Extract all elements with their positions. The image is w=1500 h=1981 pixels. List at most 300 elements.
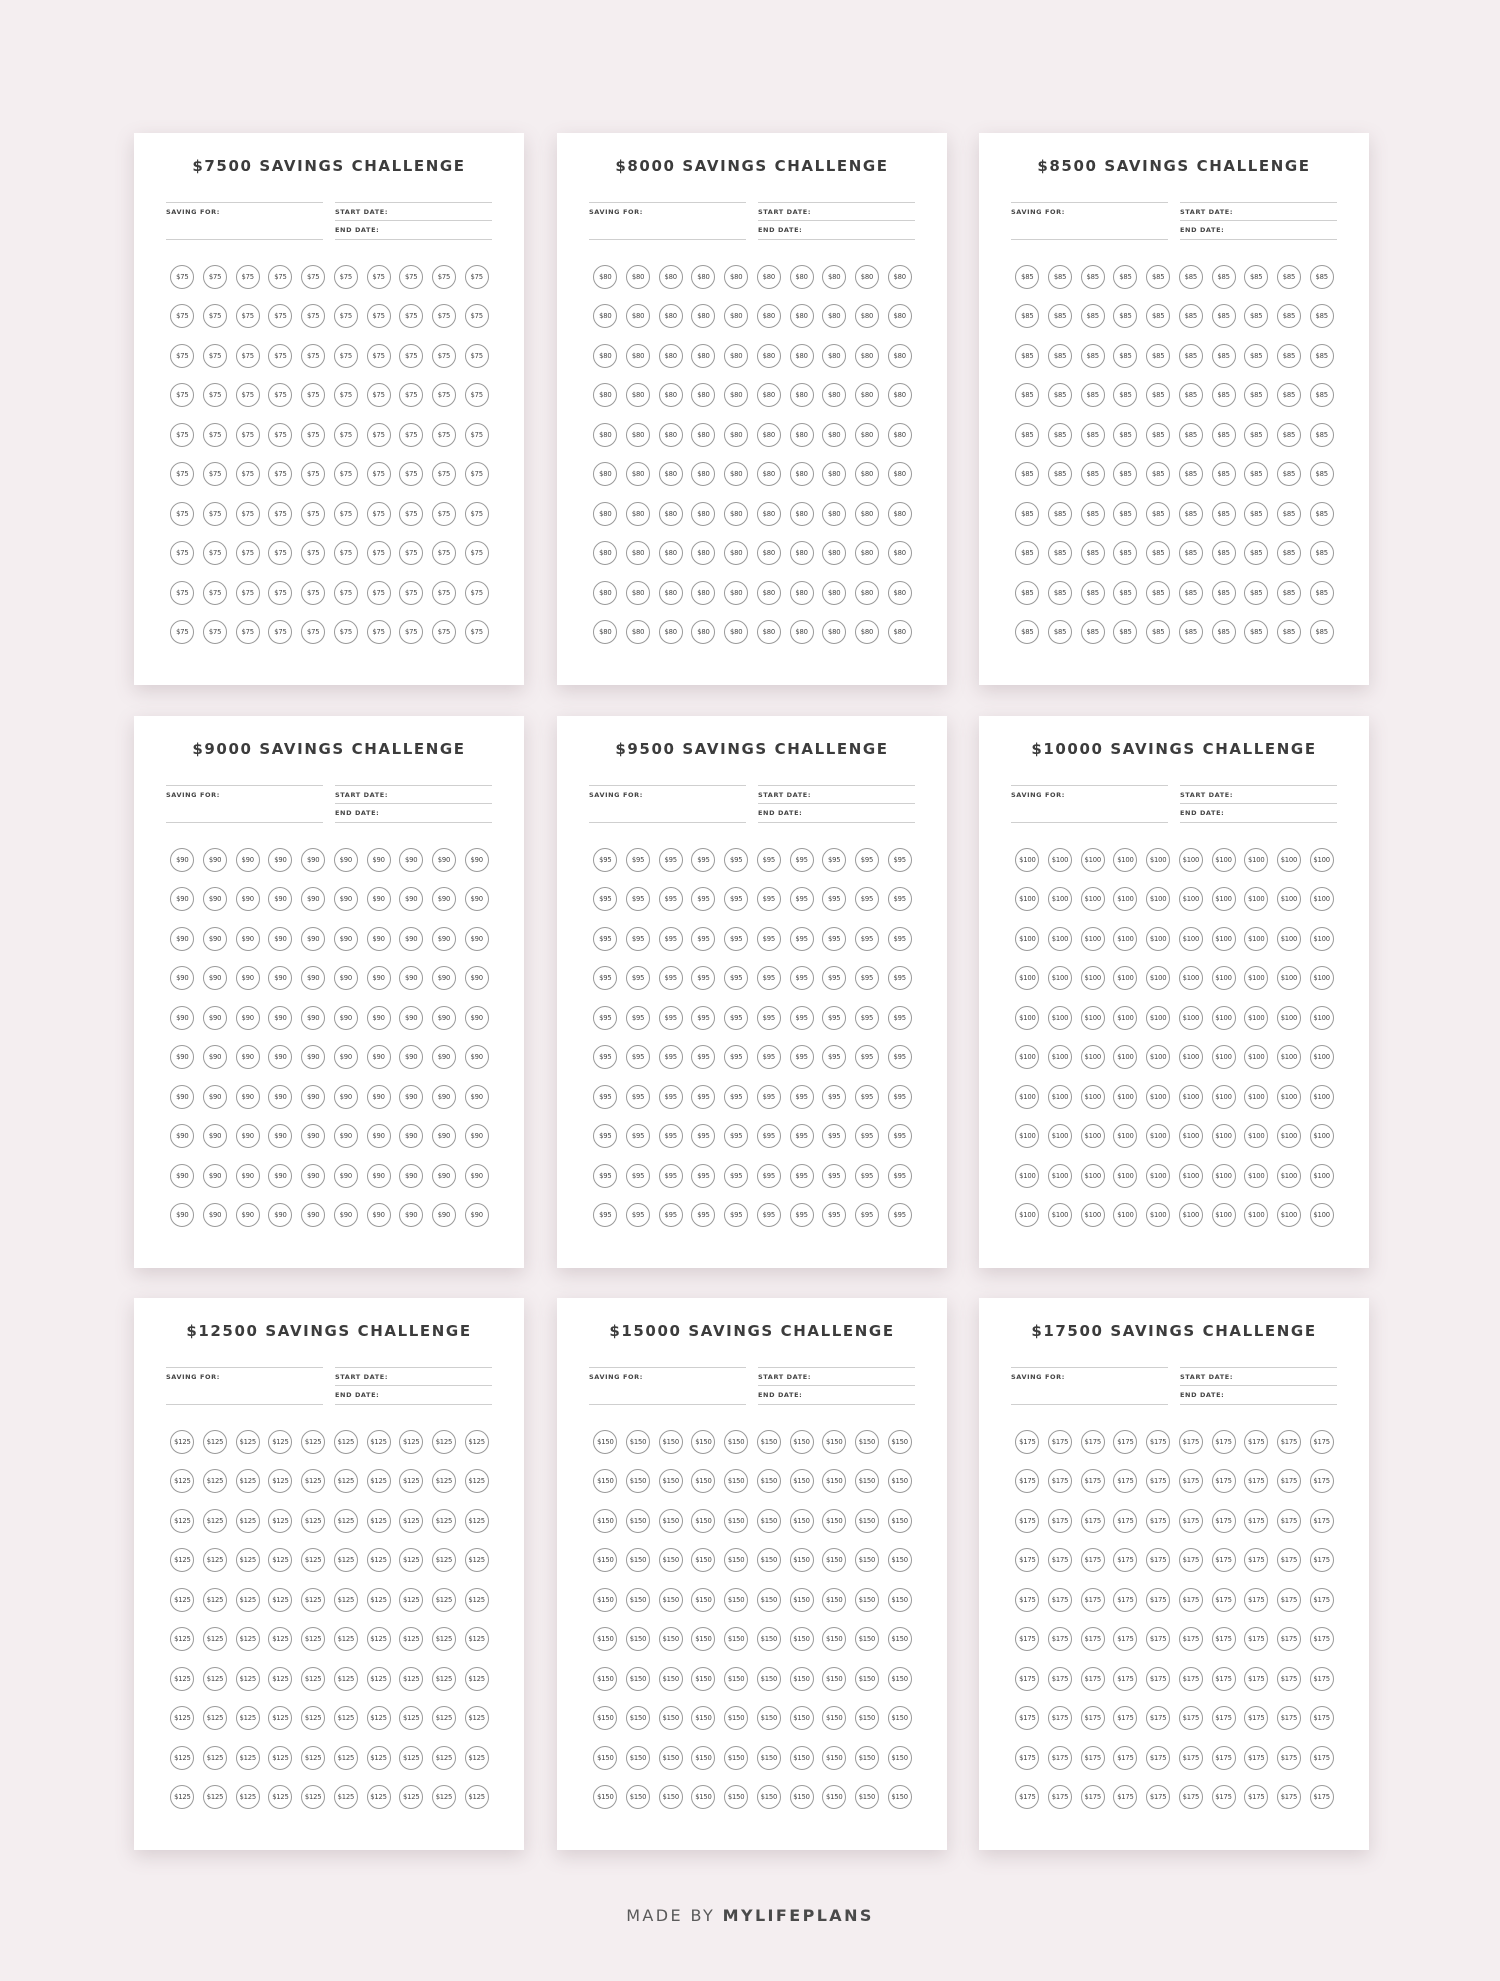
savings-coin[interactable]: $80 [691, 462, 715, 486]
savings-coin[interactable]: $175 [1277, 1588, 1301, 1612]
savings-coin[interactable]: $90 [236, 966, 260, 990]
savings-coin[interactable]: $100 [1179, 1045, 1203, 1069]
savings-coin[interactable]: $125 [268, 1746, 292, 1770]
savings-coin[interactable]: $95 [593, 1164, 617, 1188]
savings-coin[interactable]: $90 [432, 1006, 456, 1030]
savings-coin[interactable]: $175 [1179, 1548, 1203, 1572]
savings-coin[interactable]: $125 [170, 1469, 194, 1493]
savings-coin[interactable]: $100 [1113, 887, 1137, 911]
savings-coin[interactable]: $95 [724, 1006, 748, 1030]
savings-coin[interactable]: $80 [724, 462, 748, 486]
savings-coin[interactable]: $175 [1212, 1785, 1236, 1809]
savings-coin[interactable]: $85 [1048, 620, 1072, 644]
savings-coin[interactable]: $95 [626, 1203, 650, 1227]
savings-coin[interactable]: $95 [626, 927, 650, 951]
savings-coin[interactable]: $80 [593, 265, 617, 289]
savings-coin[interactable]: $125 [465, 1627, 489, 1651]
savings-coin[interactable]: $95 [691, 887, 715, 911]
savings-coin[interactable]: $75 [301, 581, 325, 605]
savings-coin[interactable]: $90 [399, 927, 423, 951]
start-date-field[interactable] [335, 1367, 492, 1386]
savings-coin[interactable]: $175 [1212, 1430, 1236, 1454]
savings-coin[interactable]: $150 [855, 1430, 879, 1454]
savings-coin[interactable]: $75 [236, 581, 260, 605]
savings-coin[interactable]: $125 [367, 1548, 391, 1572]
savings-coin[interactable]: $100 [1081, 848, 1105, 872]
savings-coin[interactable]: $150 [822, 1469, 846, 1493]
savings-coin[interactable]: $125 [334, 1667, 358, 1691]
savings-coin[interactable]: $125 [203, 1548, 227, 1572]
savings-coin[interactable]: $90 [203, 927, 227, 951]
savings-coin[interactable]: $80 [757, 344, 781, 368]
savings-coin[interactable]: $90 [203, 1006, 227, 1030]
savings-coin[interactable]: $100 [1277, 927, 1301, 951]
savings-coin[interactable]: $175 [1277, 1746, 1301, 1770]
savings-coin[interactable]: $90 [367, 1006, 391, 1030]
savings-coin[interactable]: $75 [334, 502, 358, 526]
savings-coin[interactable]: $95 [724, 1085, 748, 1109]
savings-coin[interactable]: $100 [1048, 1164, 1072, 1188]
savings-coin[interactable]: $150 [888, 1627, 912, 1651]
savings-coin[interactable]: $100 [1146, 848, 1170, 872]
savings-coin[interactable]: $150 [822, 1588, 846, 1612]
savings-coin[interactable]: $95 [822, 1124, 846, 1148]
savings-coin[interactable]: $100 [1113, 966, 1137, 990]
savings-coin[interactable]: $85 [1277, 383, 1301, 407]
savings-coin[interactable]: $100 [1081, 1006, 1105, 1030]
savings-coin[interactable]: $90 [367, 1124, 391, 1148]
savings-coin[interactable]: $100 [1048, 1085, 1072, 1109]
savings-coin[interactable]: $80 [757, 620, 781, 644]
savings-coin[interactable]: $80 [659, 581, 683, 605]
savings-coin[interactable]: $125 [236, 1588, 260, 1612]
savings-coin[interactable]: $175 [1244, 1509, 1268, 1533]
savings-coin[interactable]: $95 [790, 1045, 814, 1069]
savings-coin[interactable]: $175 [1244, 1785, 1268, 1809]
savings-coin[interactable]: $175 [1015, 1430, 1039, 1454]
savings-coin[interactable]: $90 [465, 887, 489, 911]
savings-coin[interactable]: $175 [1179, 1430, 1203, 1454]
savings-coin[interactable]: $75 [236, 344, 260, 368]
savings-coin[interactable]: $80 [724, 502, 748, 526]
savings-coin[interactable]: $95 [626, 966, 650, 990]
start-date-field[interactable] [1180, 1367, 1337, 1386]
savings-coin[interactable]: $125 [465, 1706, 489, 1730]
savings-coin[interactable]: $150 [691, 1785, 715, 1809]
savings-coin[interactable]: $75 [367, 423, 391, 447]
savings-coin[interactable]: $80 [691, 265, 715, 289]
savings-coin[interactable]: $75 [334, 304, 358, 328]
savings-coin[interactable]: $90 [268, 848, 292, 872]
savings-coin[interactable]: $85 [1310, 502, 1334, 526]
savings-coin[interactable]: $95 [593, 966, 617, 990]
savings-coin[interactable]: $85 [1113, 344, 1137, 368]
savings-coin[interactable]: $85 [1015, 502, 1039, 526]
savings-coin[interactable]: $85 [1212, 581, 1236, 605]
savings-coin[interactable]: $85 [1212, 304, 1236, 328]
savings-coin[interactable]: $85 [1113, 383, 1137, 407]
savings-coin[interactable]: $80 [822, 423, 846, 447]
savings-coin[interactable]: $95 [855, 1006, 879, 1030]
savings-coin[interactable]: $100 [1277, 887, 1301, 911]
savings-coin[interactable]: $175 [1146, 1667, 1170, 1691]
savings-coin[interactable]: $80 [888, 462, 912, 486]
savings-coin[interactable]: $75 [399, 541, 423, 565]
savings-coin[interactable]: $95 [757, 1203, 781, 1227]
savings-coin[interactable]: $90 [236, 1164, 260, 1188]
savings-coin[interactable]: $150 [724, 1509, 748, 1533]
savings-coin[interactable]: $95 [593, 1006, 617, 1030]
start-date-field[interactable] [335, 202, 492, 221]
savings-coin[interactable]: $125 [203, 1509, 227, 1533]
savings-coin[interactable]: $75 [399, 620, 423, 644]
savings-coin[interactable]: $175 [1277, 1430, 1301, 1454]
savings-coin[interactable]: $95 [855, 927, 879, 951]
savings-coin[interactable]: $150 [790, 1746, 814, 1770]
savings-coin[interactable]: $125 [465, 1746, 489, 1770]
saving-for-field[interactable] [589, 1367, 746, 1405]
savings-coin[interactable]: $90 [236, 1124, 260, 1148]
savings-coin[interactable]: $175 [1179, 1627, 1203, 1651]
savings-coin[interactable]: $90 [236, 1045, 260, 1069]
savings-coin[interactable]: $80 [822, 502, 846, 526]
savings-coin[interactable]: $125 [465, 1588, 489, 1612]
savings-coin[interactable]: $175 [1048, 1430, 1072, 1454]
savings-coin[interactable]: $150 [757, 1430, 781, 1454]
savings-coin[interactable]: $75 [170, 581, 194, 605]
savings-coin[interactable]: $175 [1277, 1785, 1301, 1809]
savings-coin[interactable]: $95 [855, 966, 879, 990]
savings-coin[interactable]: $125 [432, 1430, 456, 1454]
savings-coin[interactable]: $125 [367, 1588, 391, 1612]
savings-coin[interactable]: $75 [367, 581, 391, 605]
savings-coin[interactable]: $175 [1048, 1667, 1072, 1691]
savings-coin[interactable]: $75 [170, 304, 194, 328]
savings-coin[interactable]: $75 [399, 462, 423, 486]
savings-coin[interactable]: $80 [593, 541, 617, 565]
savings-coin[interactable]: $175 [1179, 1509, 1203, 1533]
savings-coin[interactable]: $175 [1015, 1746, 1039, 1770]
savings-coin[interactable]: $125 [334, 1588, 358, 1612]
savings-coin[interactable]: $80 [790, 502, 814, 526]
savings-coin[interactable]: $150 [790, 1667, 814, 1691]
savings-coin[interactable]: $100 [1015, 1164, 1039, 1188]
savings-coin[interactable]: $175 [1146, 1785, 1170, 1809]
savings-coin[interactable]: $175 [1015, 1548, 1039, 1572]
savings-coin[interactable]: $80 [888, 265, 912, 289]
savings-coin[interactable]: $90 [268, 1006, 292, 1030]
savings-coin[interactable]: $80 [822, 581, 846, 605]
savings-coin[interactable]: $90 [399, 1006, 423, 1030]
savings-coin[interactable]: $75 [236, 304, 260, 328]
savings-coin[interactable]: $80 [790, 344, 814, 368]
savings-coin[interactable]: $85 [1179, 265, 1203, 289]
savings-coin[interactable]: $100 [1113, 1085, 1137, 1109]
savings-coin[interactable]: $100 [1310, 1203, 1334, 1227]
savings-coin[interactable]: $95 [790, 1085, 814, 1109]
savings-coin[interactable]: $125 [367, 1509, 391, 1533]
savings-coin[interactable]: $100 [1113, 1203, 1137, 1227]
savings-coin[interactable]: $90 [203, 966, 227, 990]
start-date-field[interactable] [1180, 202, 1337, 221]
savings-coin[interactable]: $75 [399, 265, 423, 289]
savings-coin[interactable]: $125 [465, 1430, 489, 1454]
savings-coin[interactable]: $80 [593, 383, 617, 407]
savings-coin[interactable]: $90 [301, 848, 325, 872]
savings-coin[interactable]: $80 [790, 581, 814, 605]
savings-coin[interactable]: $150 [593, 1469, 617, 1493]
savings-coin[interactable]: $85 [1212, 541, 1236, 565]
savings-coin[interactable]: $90 [236, 848, 260, 872]
savings-coin[interactable]: $95 [691, 927, 715, 951]
savings-coin[interactable]: $175 [1310, 1588, 1334, 1612]
savings-coin[interactable]: $75 [203, 423, 227, 447]
savings-coin[interactable]: $90 [236, 1085, 260, 1109]
savings-coin[interactable]: $80 [593, 462, 617, 486]
savings-coin[interactable]: $150 [724, 1706, 748, 1730]
savings-coin[interactable]: $80 [757, 502, 781, 526]
savings-coin[interactable]: $95 [659, 927, 683, 951]
savings-coin[interactable]: $100 [1277, 1203, 1301, 1227]
savings-coin[interactable]: $100 [1015, 848, 1039, 872]
savings-coin[interactable]: $95 [888, 1164, 912, 1188]
savings-coin[interactable]: $75 [301, 383, 325, 407]
savings-coin[interactable]: $150 [757, 1667, 781, 1691]
savings-coin[interactable]: $90 [268, 1203, 292, 1227]
savings-coin[interactable]: $75 [203, 265, 227, 289]
savings-coin[interactable]: $95 [757, 1085, 781, 1109]
savings-coin[interactable]: $125 [170, 1746, 194, 1770]
savings-coin[interactable]: $125 [399, 1706, 423, 1730]
savings-coin[interactable]: $80 [790, 304, 814, 328]
savings-coin[interactable]: $85 [1244, 541, 1268, 565]
savings-coin[interactable]: $85 [1310, 541, 1334, 565]
savings-coin[interactable]: $175 [1113, 1667, 1137, 1691]
savings-coin[interactable]: $125 [399, 1667, 423, 1691]
savings-coin[interactable]: $125 [203, 1667, 227, 1691]
savings-coin[interactable]: $75 [236, 541, 260, 565]
savings-coin[interactable]: $100 [1310, 927, 1334, 951]
savings-coin[interactable]: $80 [855, 620, 879, 644]
savings-coin[interactable]: $90 [399, 1045, 423, 1069]
savings-coin[interactable]: $95 [659, 1085, 683, 1109]
savings-coin[interactable]: $175 [1048, 1469, 1072, 1493]
savings-coin[interactable]: $125 [367, 1746, 391, 1770]
savings-coin[interactable]: $85 [1179, 304, 1203, 328]
savings-coin[interactable]: $95 [593, 1045, 617, 1069]
savings-coin[interactable]: $150 [691, 1588, 715, 1612]
savings-coin[interactable]: $125 [170, 1509, 194, 1533]
savings-coin[interactable]: $125 [334, 1509, 358, 1533]
savings-coin[interactable]: $175 [1310, 1509, 1334, 1533]
savings-coin[interactable]: $75 [268, 344, 292, 368]
savings-coin[interactable]: $150 [659, 1430, 683, 1454]
savings-coin[interactable]: $125 [399, 1430, 423, 1454]
savings-coin[interactable]: $175 [1113, 1548, 1137, 1572]
savings-coin[interactable]: $85 [1015, 423, 1039, 447]
savings-coin[interactable]: $75 [465, 304, 489, 328]
savings-coin[interactable]: $100 [1048, 1045, 1072, 1069]
savings-coin[interactable]: $100 [1048, 1006, 1072, 1030]
savings-coin[interactable]: $90 [367, 927, 391, 951]
savings-coin[interactable]: $125 [203, 1430, 227, 1454]
savings-coin[interactable]: $100 [1212, 966, 1236, 990]
savings-coin[interactable]: $95 [691, 1006, 715, 1030]
start-date-field[interactable] [335, 785, 492, 804]
savings-coin[interactable]: $175 [1244, 1706, 1268, 1730]
savings-coin[interactable]: $150 [822, 1548, 846, 1572]
savings-coin[interactable]: $75 [301, 423, 325, 447]
savings-coin[interactable]: $75 [268, 462, 292, 486]
savings-coin[interactable]: $80 [659, 462, 683, 486]
savings-coin[interactable]: $95 [691, 1203, 715, 1227]
savings-coin[interactable]: $80 [724, 620, 748, 644]
savings-coin[interactable]: $100 [1179, 1085, 1203, 1109]
savings-coin[interactable]: $175 [1277, 1706, 1301, 1730]
savings-coin[interactable]: $75 [203, 620, 227, 644]
savings-coin[interactable]: $95 [724, 927, 748, 951]
savings-coin[interactable]: $175 [1146, 1469, 1170, 1493]
savings-coin[interactable]: $125 [432, 1588, 456, 1612]
savings-coin[interactable]: $125 [432, 1667, 456, 1691]
savings-coin[interactable]: $150 [691, 1430, 715, 1454]
savings-coin[interactable]: $90 [432, 927, 456, 951]
savings-coin[interactable]: $85 [1113, 462, 1137, 486]
savings-coin[interactable]: $85 [1113, 502, 1137, 526]
savings-coin[interactable]: $175 [1015, 1588, 1039, 1612]
savings-coin[interactable]: $90 [203, 1085, 227, 1109]
savings-coin[interactable]: $85 [1277, 462, 1301, 486]
savings-coin[interactable]: $80 [691, 344, 715, 368]
savings-coin[interactable]: $95 [659, 887, 683, 911]
savings-coin[interactable]: $80 [790, 620, 814, 644]
savings-coin[interactable]: $85 [1048, 383, 1072, 407]
savings-coin[interactable]: $75 [399, 383, 423, 407]
savings-coin[interactable]: $175 [1244, 1746, 1268, 1770]
savings-coin[interactable]: $175 [1179, 1746, 1203, 1770]
savings-coin[interactable]: $175 [1179, 1785, 1203, 1809]
saving-for-field[interactable] [166, 1367, 323, 1405]
savings-coin[interactable]: $150 [626, 1627, 650, 1651]
savings-coin[interactable]: $85 [1081, 304, 1105, 328]
savings-coin[interactable]: $80 [659, 383, 683, 407]
savings-coin[interactable]: $75 [170, 383, 194, 407]
savings-coin[interactable]: $150 [790, 1706, 814, 1730]
end-date-field[interactable] [335, 1386, 492, 1405]
savings-coin[interactable]: $150 [724, 1627, 748, 1651]
savings-coin[interactable]: $75 [367, 383, 391, 407]
savings-coin[interactable]: $125 [203, 1785, 227, 1809]
savings-coin[interactable]: $85 [1015, 344, 1039, 368]
savings-coin[interactable]: $150 [757, 1509, 781, 1533]
savings-coin[interactable]: $100 [1113, 848, 1137, 872]
savings-coin[interactable]: $85 [1244, 620, 1268, 644]
savings-coin[interactable]: $80 [822, 541, 846, 565]
savings-coin[interactable]: $85 [1015, 581, 1039, 605]
savings-coin[interactable]: $125 [203, 1469, 227, 1493]
saving-for-field[interactable] [1011, 202, 1168, 240]
savings-coin[interactable]: $175 [1015, 1706, 1039, 1730]
savings-coin[interactable]: $100 [1179, 1203, 1203, 1227]
savings-coin[interactable]: $80 [888, 502, 912, 526]
savings-coin[interactable]: $150 [593, 1667, 617, 1691]
savings-coin[interactable]: $125 [367, 1627, 391, 1651]
savings-coin[interactable]: $175 [1179, 1469, 1203, 1493]
savings-coin[interactable]: $125 [203, 1588, 227, 1612]
savings-coin[interactable]: $80 [822, 383, 846, 407]
savings-coin[interactable]: $90 [465, 1085, 489, 1109]
savings-coin[interactable]: $125 [367, 1706, 391, 1730]
savings-coin[interactable]: $80 [659, 304, 683, 328]
savings-coin[interactable]: $75 [236, 462, 260, 486]
savings-coin[interactable]: $90 [203, 887, 227, 911]
savings-coin[interactable]: $85 [1015, 304, 1039, 328]
savings-coin[interactable]: $75 [268, 620, 292, 644]
savings-coin[interactable]: $100 [1179, 1006, 1203, 1030]
savings-coin[interactable]: $125 [432, 1706, 456, 1730]
savings-coin[interactable]: $75 [301, 502, 325, 526]
savings-coin[interactable]: $90 [301, 1045, 325, 1069]
savings-coin[interactable]: $150 [855, 1588, 879, 1612]
savings-coin[interactable]: $75 [203, 581, 227, 605]
savings-coin[interactable]: $85 [1048, 581, 1072, 605]
end-date-field[interactable] [335, 804, 492, 823]
savings-coin[interactable]: $95 [790, 848, 814, 872]
savings-coin[interactable]: $85 [1179, 620, 1203, 644]
savings-coin[interactable]: $80 [855, 344, 879, 368]
savings-coin[interactable]: $85 [1113, 620, 1137, 644]
savings-coin[interactable]: $75 [432, 620, 456, 644]
savings-coin[interactable]: $150 [724, 1548, 748, 1572]
savings-coin[interactable]: $95 [822, 848, 846, 872]
savings-coin[interactable]: $175 [1081, 1746, 1105, 1770]
savings-coin[interactable]: $100 [1048, 848, 1072, 872]
savings-coin[interactable]: $75 [170, 462, 194, 486]
savings-coin[interactable]: $75 [268, 423, 292, 447]
savings-coin[interactable]: $85 [1146, 620, 1170, 644]
savings-coin[interactable]: $150 [626, 1588, 650, 1612]
savings-coin[interactable]: $175 [1146, 1627, 1170, 1651]
savings-coin[interactable]: $90 [203, 848, 227, 872]
savings-coin[interactable]: $85 [1081, 423, 1105, 447]
savings-coin[interactable]: $80 [659, 265, 683, 289]
savings-coin[interactable]: $100 [1015, 927, 1039, 951]
savings-coin[interactable]: $85 [1081, 344, 1105, 368]
savings-coin[interactable]: $85 [1212, 462, 1236, 486]
savings-coin[interactable]: $85 [1081, 541, 1105, 565]
savings-coin[interactable]: $150 [593, 1548, 617, 1572]
savings-coin[interactable]: $80 [888, 383, 912, 407]
savings-coin[interactable]: $85 [1113, 304, 1137, 328]
savings-coin[interactable]: $80 [724, 423, 748, 447]
savings-coin[interactable]: $90 [170, 1085, 194, 1109]
savings-coin[interactable]: $150 [757, 1627, 781, 1651]
savings-coin[interactable]: $175 [1244, 1588, 1268, 1612]
savings-coin[interactable]: $95 [790, 1006, 814, 1030]
savings-coin[interactable]: $80 [855, 462, 879, 486]
savings-coin[interactable]: $100 [1310, 966, 1334, 990]
start-date-field[interactable] [1180, 785, 1337, 804]
savings-coin[interactable]: $150 [822, 1627, 846, 1651]
savings-coin[interactable]: $75 [301, 304, 325, 328]
savings-coin[interactable]: $125 [268, 1667, 292, 1691]
savings-coin[interactable]: $75 [367, 462, 391, 486]
savings-coin[interactable]: $90 [399, 887, 423, 911]
savings-coin[interactable]: $80 [691, 423, 715, 447]
savings-coin[interactable]: $90 [334, 1085, 358, 1109]
savings-coin[interactable]: $85 [1146, 383, 1170, 407]
savings-coin[interactable]: $100 [1212, 1164, 1236, 1188]
